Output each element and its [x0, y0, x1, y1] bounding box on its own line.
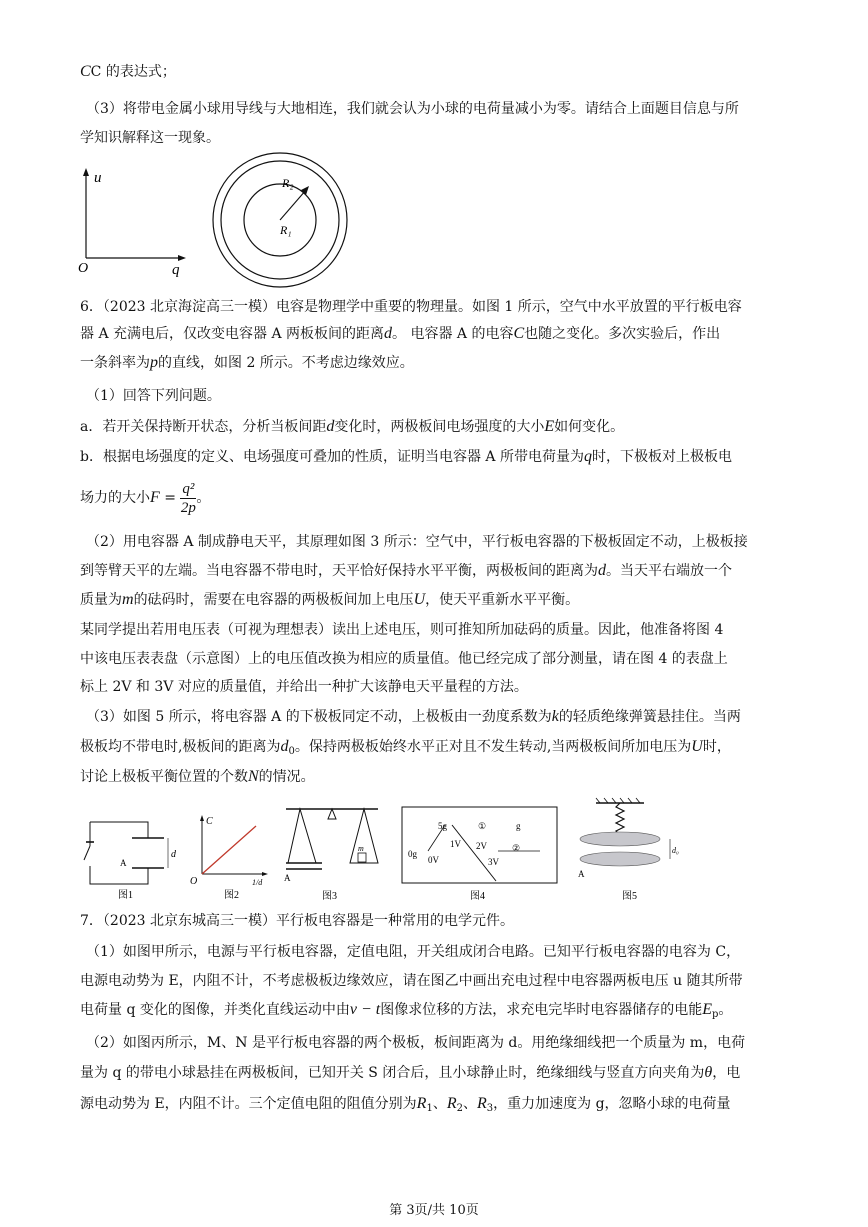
fig2-label-x: 1/d: [252, 878, 263, 887]
fig4-0g: 0g: [408, 849, 417, 859]
fig4-meter-dial: [400, 803, 560, 903]
text-line: （1）如图甲所示，电源与平行板电容器，定值电阻，开关组成闭合电路。已知平行板电容器的电容为 C，: [86, 944, 741, 960]
text-line: （1）回答下列问题。: [86, 388, 221, 404]
fig2-label-o: O: [190, 876, 198, 887]
text-line: 某同学提出若用电压表（可视为理想表）读出上述电压，则可推知所加砝码的质量。因此，他准备将图 4: [80, 622, 724, 638]
concentric-sphere-figure: [210, 150, 350, 290]
radius-r1-label: R₁: [280, 223, 292, 237]
fig5-label-a: A: [578, 869, 585, 879]
question-7-title: 7．（2023 北京东城高三一模）平行板电容器是一种常用的电学元件。: [80, 913, 514, 929]
fig4-5g: 5g: [438, 821, 447, 831]
radius-r2-label: R₂: [282, 176, 294, 190]
text-line: 学知识解释这一现象。: [80, 130, 220, 146]
force-fraction: $\frac{\text{q²}}{2p}$: [180, 480, 196, 516]
text-line: a．若开关保持断开状态，分析当板间距d变化时，两极板间电场强度的大小E如何变化。: [80, 418, 625, 435]
fig5-label-d0: d₀: [672, 846, 679, 855]
axis-origin-label: O: [78, 261, 89, 276]
fig4-g: g: [516, 821, 521, 831]
u-q-axes-figure: [74, 166, 194, 278]
fig1-label-a: A: [120, 858, 127, 868]
text-line: （2）用电容器 A 制成静电天平，其原理如图 3 所示：空气中，平行板电容器的下极板固定不动，上极板接: [86, 534, 748, 550]
text-line: 电源电动势为 E，内阻不计，不考虑极板边缘效应，请在图乙中画出充电过程中电容器两板电压 u 随其所带: [80, 973, 743, 989]
fig3-label-a: A: [284, 873, 291, 883]
fig2-label-c: C: [206, 816, 213, 827]
fig4-0v: 0V: [428, 855, 439, 865]
axis-q-label: q: [172, 262, 180, 278]
text-line: CC 的表达式；: [80, 63, 176, 80]
text-line: （2）如图丙所示，M、N 是平行板电容器的两个极板，板间距离为 d。用绝缘细线把一个质量为 m，电荷: [86, 1035, 746, 1051]
fig4-3v: 3V: [488, 857, 499, 867]
text-line: b．根据电场强度的定义、电场强度可叠加的性质，证明当电容器 A 所带电荷量为q时，下极板对上极板电: [80, 448, 732, 465]
fig4-mark1: ①: [478, 821, 487, 831]
text-line: （3）将带电金属小球用导线与大地相连，我们就会认为小球的电荷量减小为零。请结合上面题目信息与所: [86, 101, 739, 117]
fig1-caption: 图1: [118, 890, 133, 901]
fig1-label-d: d: [171, 849, 176, 860]
text-line: 极板均不带电时,极板间的距离为$d_0$。保持两极板始终水平正对且不发生转动,当两极板间所加电压为U时，: [80, 738, 731, 757]
fig4-2v: 2V: [476, 841, 487, 851]
fig2-graph: [188, 812, 272, 902]
fig2-caption: 图2: [224, 890, 239, 901]
question-6-title: 6．（2023 北京海淀高三一模）电容是物理学中重要的物理量。如图 1 所示，空气中水平放置的平行板电容: [80, 299, 742, 315]
axis-u-label: u: [94, 170, 102, 186]
fig5-spring-capacitor: [572, 795, 692, 903]
text-line: 标上 2V 和 3V 对应的质量值，并给出一种扩大该静电天平量程的方法。: [80, 679, 528, 695]
page-footer: 第 3页/共 10页: [389, 1203, 479, 1218]
text-line: 一条斜率为p的直线，如图 2 所示。不考虑边缘效应。: [80, 354, 414, 371]
fig1-circuit: [78, 816, 182, 902]
fig4-caption: 图4: [470, 891, 485, 902]
text-line: 器 A 充满电后，仅改变电容器 A 两板板间的距离d。 电容器 A 的电容C也随之变化。多次实验后，作出: [80, 325, 721, 342]
text-line: 量为 q 的带电小球悬挂在两极板间，已知开关 S 闭合后，且小球静止时，绝缘细线与竖直方向夹角为θ，电: [80, 1064, 741, 1081]
text-line: （3）如图 5 所示，将电容器 A 的下极板同定不动，上极板由一劲度系数为k的轻质绝缘弹簧悬挂住。当两: [86, 708, 741, 725]
text-line: 场力的大小F = $\frac{\text{q²}}{2p}$ 。: [80, 480, 211, 516]
fig3-balance: [282, 803, 382, 903]
fig3-caption: 图3: [322, 891, 337, 902]
text-line: 源电动势为 E，内阻不计。三个定值电阻的阻值分别为$R_1$、$R_2$、$R_3$，重力加速度为 g，忽略小球的电荷量: [80, 1095, 731, 1114]
text-line: 到等臂天平的左端。当电容器不带电时，天平恰好保持水平平衡，两极板间的距离为d。当天平右端放一个: [80, 562, 732, 579]
text-line: 讨论上极板平衡位置的个数N的情况。: [80, 768, 315, 785]
fig5-caption: 图5: [622, 891, 637, 902]
fig4-1v: 1V: [450, 839, 461, 849]
text-line: 电荷量 q 变化的图像，并类化直线运动中由v − t图像求位移的方法，求充电完毕时电容器储存的电能$E_p$。: [80, 1001, 733, 1020]
fig4-mark2: ②: [512, 843, 521, 853]
fig3-label-m: m: [358, 844, 364, 853]
text-line: 中该电压表表盘（示意图）上的电压值改换为相应的质量值。他已经完成了部分测量，请在图 4 的表盘上: [80, 651, 728, 667]
text-line: 质量为m的砝码时，需要在电容器的两极板间加上电压U，使天平重新水平平衡。: [80, 591, 580, 608]
